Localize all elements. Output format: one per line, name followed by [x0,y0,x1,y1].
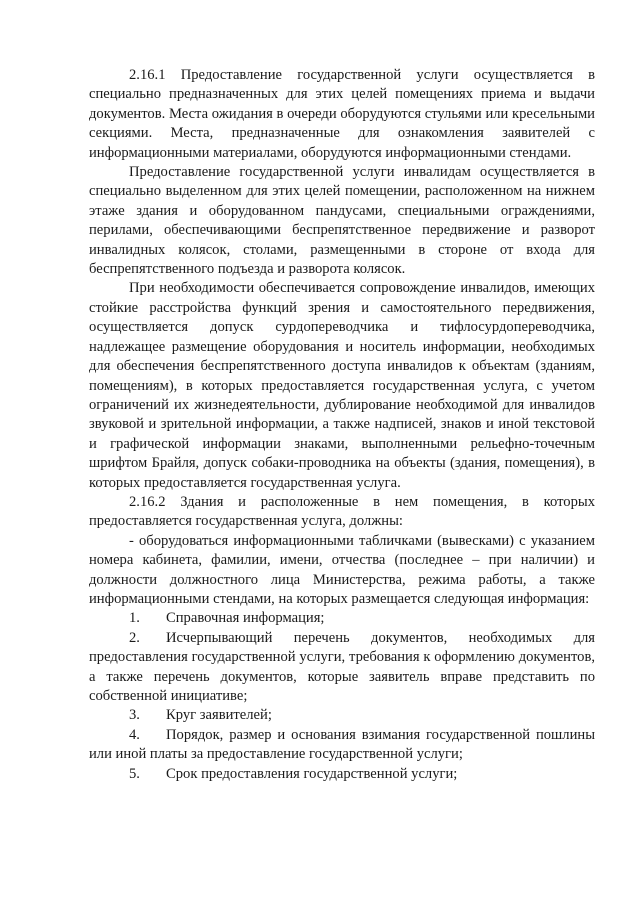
paragraph-assistance: При необходимости обеспечивается сопровождение инвалидов, имеющих стойкие расстройства функций зрения и самостоятельного передвижения, осуществляется допуск сурдопереводчика и тифлосурдопереводчика, надлежащее размещение оборудования и носитель информации, необходимых для обеспечения беспрепятственного доступа инвалидов к объектам (зданиям, помещениям), в которых предоставляется государственная услуга, с учетом ограничений их жизнедеятельности, дублирование необходимой для инвалидов звуковой и зрительной информации, а также надписей, знаков и иной текстовой и графической информации знаками, выполненными рельефно-точечным шрифтом Брайля, допуск собаки-проводника на объекты (здания, помещения), в которых предоставляется государственная услуга. [89,280,595,491]
list-item [89,629,595,707]
list-item-number: 1. [129,610,140,627]
paragraph-2-16-1: 2.16.1 Предоставление государственной услуги осуществляется в специально предназначенных для этих целей помещениях приема и выдачи документов. Места ожидания в очереди оборудуются стульями или кресельными секциями. Места, предназначенные для ознакомления заявителей с информационными материалами, оборудуются информационными стендами. [89,67,595,161]
paragraph-info-signs: - оборудоваться информационными табличками (вывесками) с указанием номера кабинета, фамилии, имени, отчества (последнее – при наличии) и должности должностного лица Министерства, режима работы, а также информационными стендами, на которых размещается следующая информация: [89,532,595,607]
list-item-text: Порядок, размер и основания взимания государственной пошлины или иной платы за предоставление государственной услуги; [89,726,595,763]
list-item-number: 4. [129,726,140,743]
list-item-number: 2. [129,629,140,646]
list-item [89,726,595,765]
list-item-text: Справочная информация; [166,610,325,627]
list-item-number: 3. [129,707,140,724]
list-item-text: Исчерпывающий перечень документов, необходимых для предоставления государственной услуги, требования к оформлению документов, а также перечень документов, которые заявитель вправе представить по собственной инициативе; [89,629,595,704]
list-item [89,706,595,725]
list-item-text: Круг заявителей; [166,707,272,724]
list-item [89,765,595,784]
document-page [89,66,595,784]
paragraph-disabled-access: Предоставление государственной услуги инвалидам осуществляется в специально выделенном для этих целей помещении, расположенном на нижнем этаже здания и оборудованном пандусами, специальными ограждениями, перилами, обеспечивающими беспрепятственное передвижение и разворот инвалидных колясок, столами, размещенными в стороне от входа для беспрепятственного подъезда и разворота колясок. [89,164,595,278]
list-item-number: 5. [129,765,140,782]
paragraph-2-16-2: 2.16.2 Здания и расположенные в нем помещения, в которых предоставляется государственная услуга, должны: [89,493,595,530]
list-item-text: Срок предоставления государственной услуги; [166,765,458,782]
list-item [89,609,595,628]
